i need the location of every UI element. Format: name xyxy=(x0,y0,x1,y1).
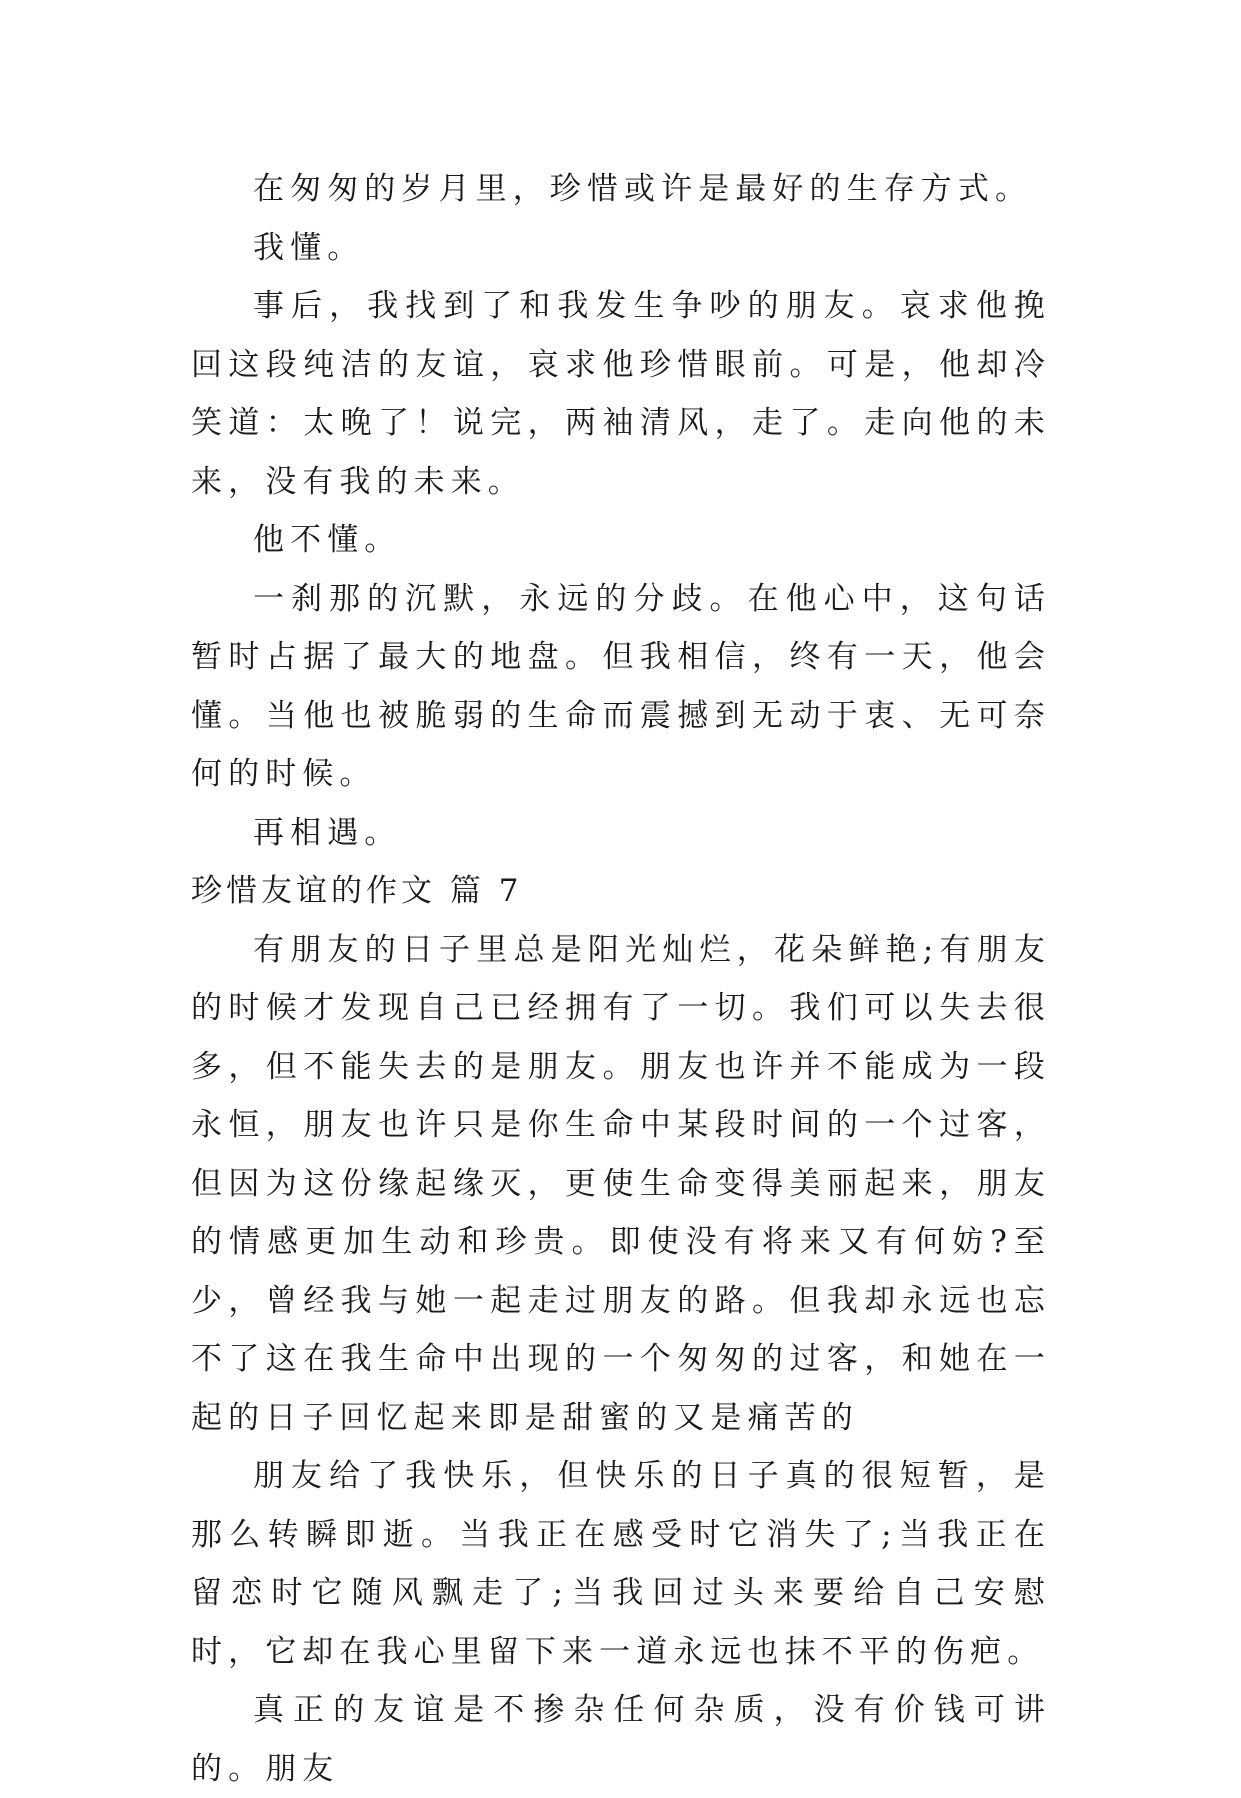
paragraph: 一刹那的沉默，永远的分歧。在他心中，这句话暂时占据了最大的地盘。但我相信，终有一天，他会懂。当他也被脆弱的生命而震撼到无动于衷、无可奈何的时候。 xyxy=(191,580,1051,792)
document-body xyxy=(191,160,1051,1798)
paragraph: 事后，我找到了和我发生争吵的朋友。哀求他挽回这段纯洁的友谊，哀求他珍惜眼前。可是，他却冷笑道：太晚了！说完，两袖清风，走了。走向他的未来，没有我的未来。 xyxy=(191,288,1051,500)
paragraph: 朋友给了我快乐，但快乐的日子真的很短暂，是那么转瞬即逝。当我正在感受时它消失了;当我正在留恋时它随风飘走了;当我回过头来要给自己安慰时，它却在我心里留下来一道永远也抹不平的伤疤。 xyxy=(191,1458,1051,1670)
paragraph: 有朋友的日子里总是阳光灿烂，花朵鲜艳;有朋友的时候才发现自己已经拥有了一切。我们可以失去很多，但不能失去的是朋友。朋友也许并不能成为一段永恒，朋友也许只是你生命中某段时间的一个过客，但因为这份缘起缘灭，更使生命变得美丽起来，朋友的情感更加生动和珍贵。即使没有将来又有何妨?至少，曾经我与她一起走过朋友的路。但我却永远也忘不了这在我生命中出现的一个匆匆的过客，和她在一起的日子回忆起来即是甜蜜的又是痛苦的 xyxy=(191,931,1051,1436)
paragraph: 在匆匆的岁月里，珍惜或许是最好的生存方式。 xyxy=(253,171,1033,207)
paragraph: 再相遇。 xyxy=(253,814,402,851)
paragraph: 我懂。 xyxy=(253,229,365,266)
paragraph: 真正的友谊是不掺杂任何杂质，没有价钱可讲的。朋友 xyxy=(191,1692,1051,1787)
paragraph: 他不懂。 xyxy=(253,522,402,558)
section-heading: 珍惜友谊的作文 篇 7 xyxy=(191,873,523,909)
